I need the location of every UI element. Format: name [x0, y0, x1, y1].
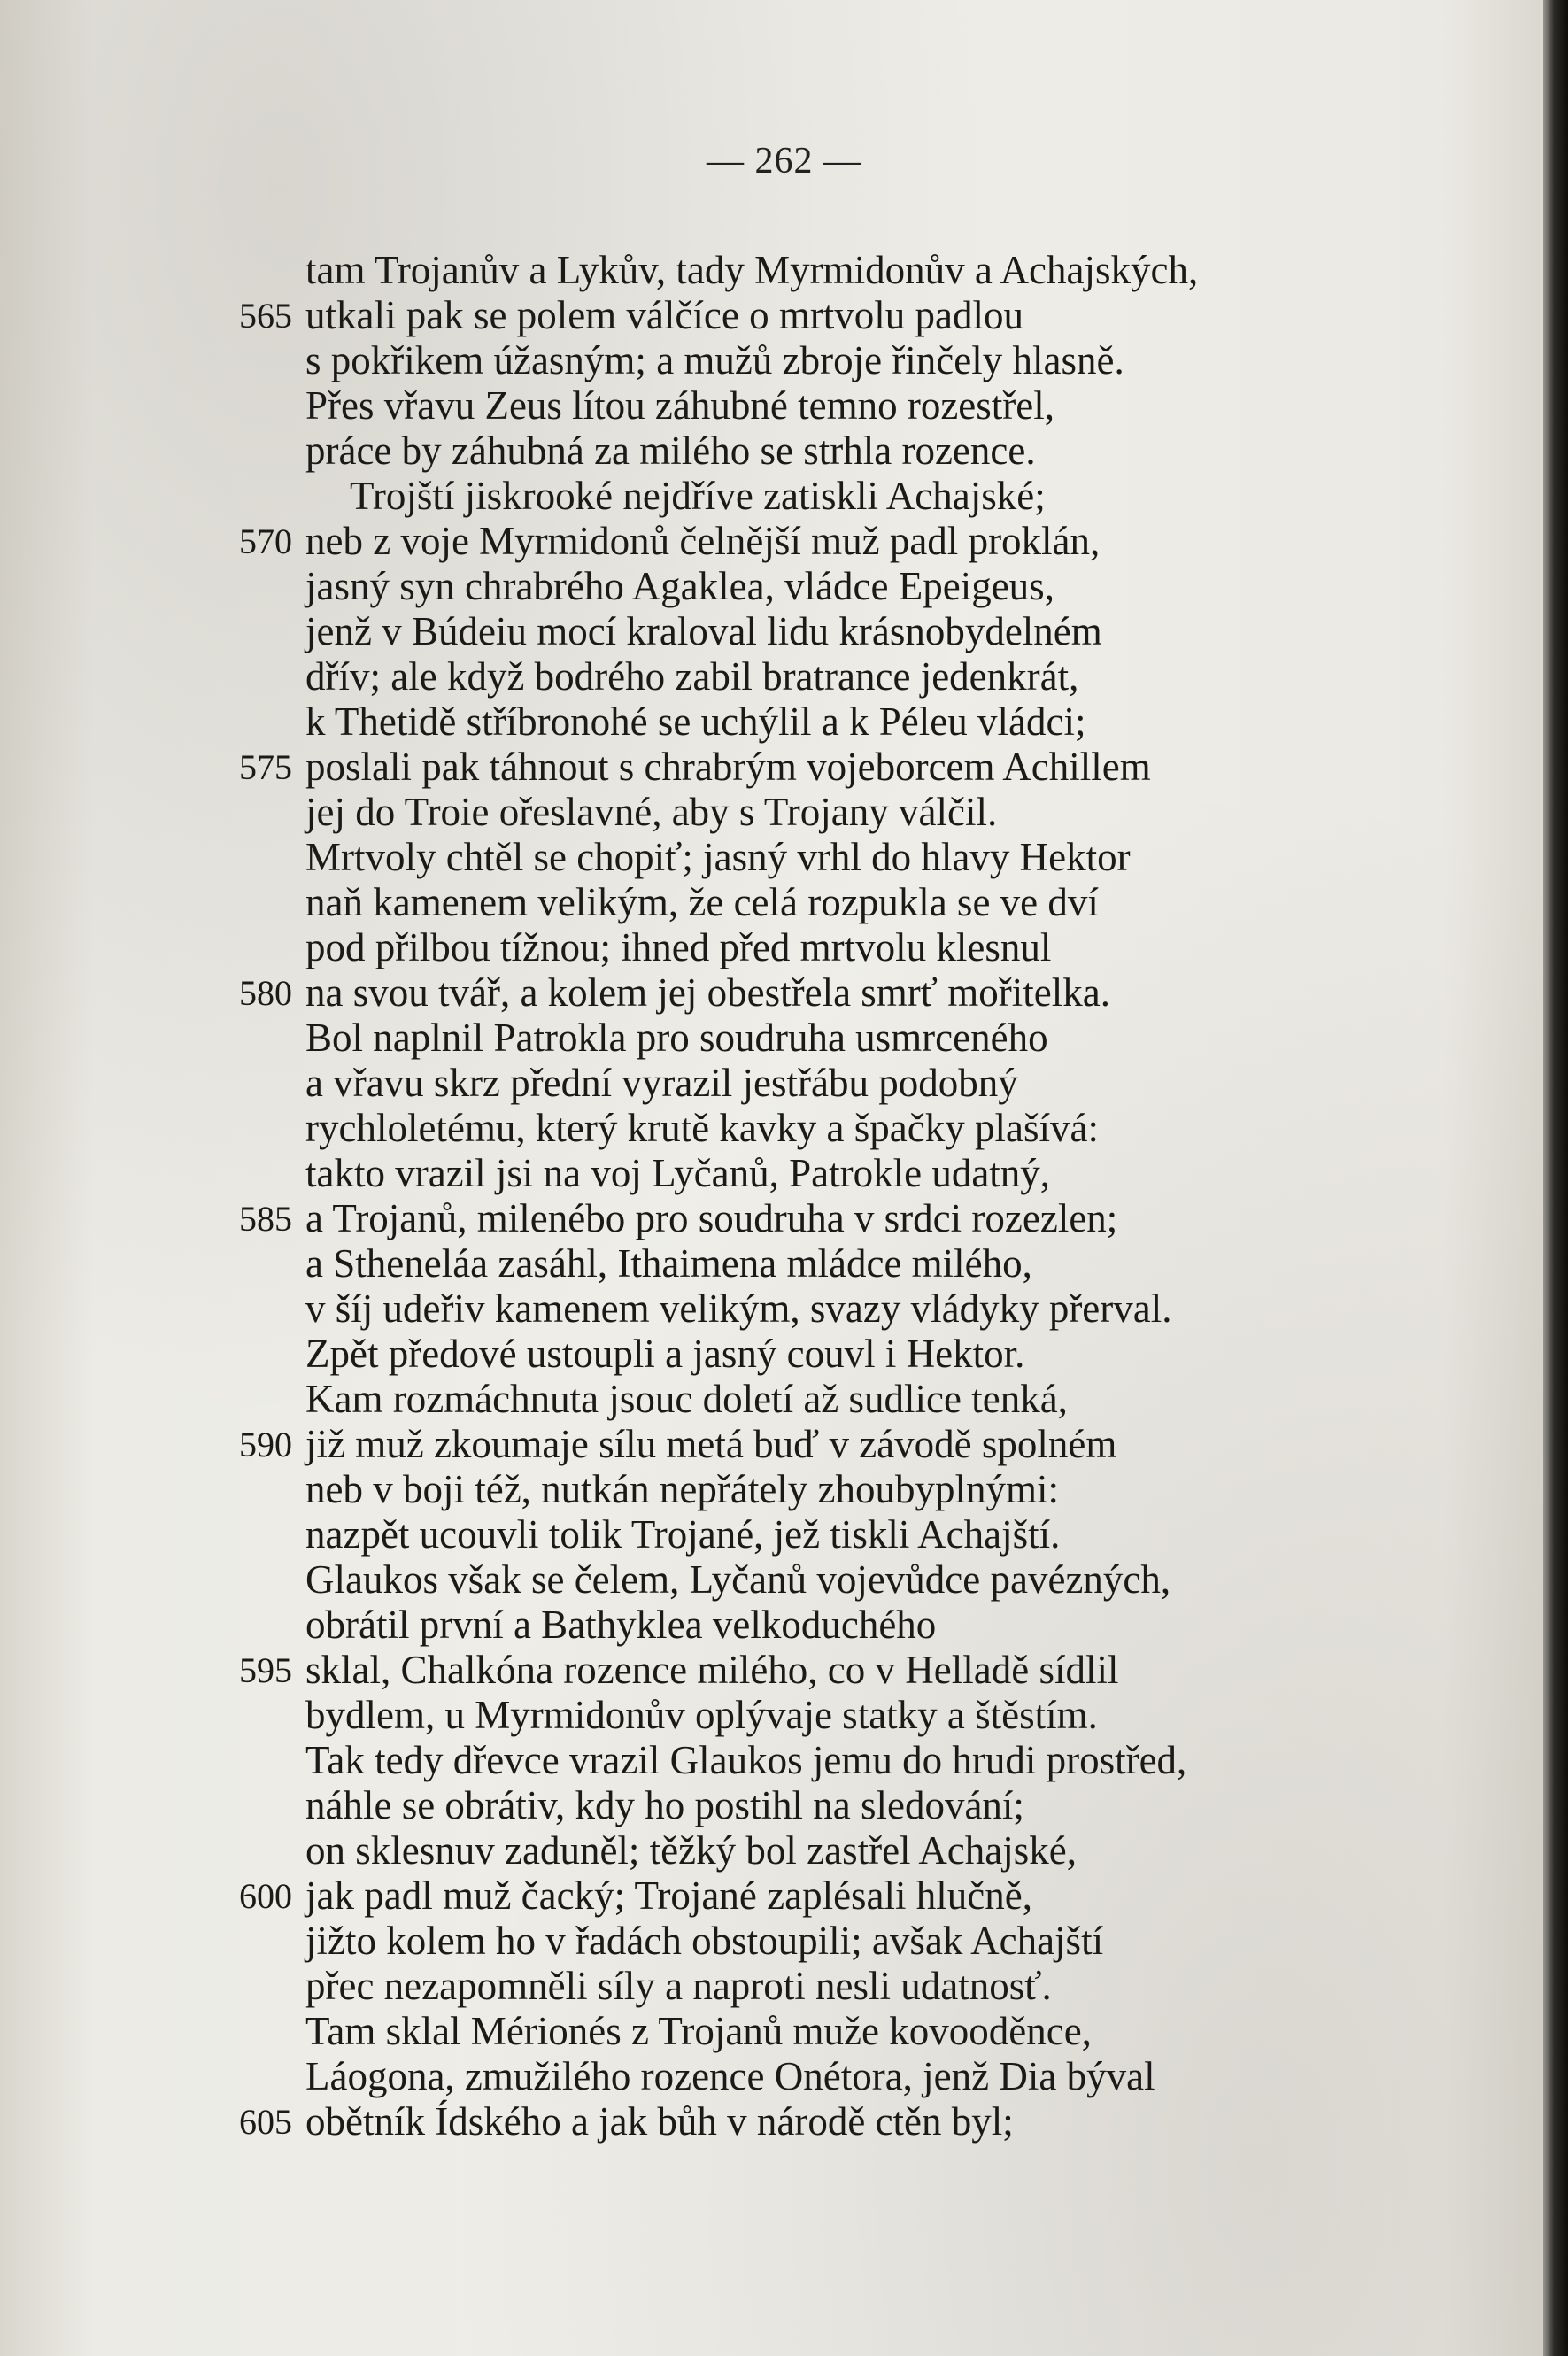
verse-line	[0, 2054, 1568, 2099]
verse-line	[0, 1106, 1568, 1151]
verse-text: bydlem, u Myrmidonův oplývaje statky a štěstím.	[305, 1693, 1098, 1737]
verse-text: Kam rozmáchnuta jsouc doletí až sudlice tenká,	[305, 1377, 1068, 1421]
verse-line	[0, 429, 1568, 474]
verse-text: neb v boji též, nutkán nepřátely zhoubyplnými:	[305, 1467, 1060, 1511]
verse-line	[0, 1603, 1568, 1648]
verse-text: jižto kolem ho v řadách obstoupili; avšak Achajští	[305, 1919, 1104, 1963]
verse-line	[0, 1377, 1568, 1422]
verse-line	[0, 1467, 1568, 1512]
verse-text: jej do Troie ořeslavné, aby s Trojany válčil.	[305, 790, 998, 834]
verse-line	[0, 609, 1568, 654]
verse-line	[0, 564, 1568, 609]
verse-text: práce by záhubná za milého se strhla rozence.	[305, 429, 1036, 473]
verse-text: neb z voje Myrmidonů čelnější muž padl proklán,	[305, 519, 1101, 563]
page-number: — 262 —	[707, 141, 861, 182]
verse-text: Tam sklal Mérionés z Trojanů muže kovooděnce,	[305, 2009, 1092, 2053]
verse-line	[0, 790, 1568, 835]
line-number: 600	[239, 1876, 292, 1916]
verse-line	[0, 1648, 1568, 1693]
verse-block	[0, 248, 1568, 2144]
verse-line	[0, 1557, 1568, 1603]
verse-text: Přes vřavu Zeus lítou záhubné temno rozestřel,	[305, 383, 1054, 428]
line-number: 580	[239, 973, 292, 1013]
verse-text: obětník Ídského a jak bůh v národě ctěn byl;	[305, 2099, 1014, 2144]
verse-text: jak padl muž čacký; Trojané zaplésali hlučně,	[305, 1873, 1032, 1918]
verse-text: Mrtvoly chtěl se chopiť; jasný vrhl do hlavy Hektor	[305, 835, 1131, 879]
verse-text: v šíj udeřiv kamenem velikým, svazy vládyky přerval.	[305, 1286, 1172, 1331]
verse-text: utkali pak se polem válčíce o mrtvolu padlou	[305, 293, 1024, 337]
verse-text: takto vrazil jsi na voj Lyčanů, Patrokle udatný,	[305, 1151, 1051, 1195]
verse-line	[0, 293, 1568, 338]
verse-text: již muž zkoumaje sílu metá buď v závodě spolném	[305, 1422, 1117, 1466]
verse-line	[0, 880, 1568, 925]
verse-text: Glaukos však se čelem, Lyčanů vojevůdce pavézných,	[305, 1557, 1171, 1602]
verse-line	[0, 1151, 1568, 1196]
verse-text: rychloletému, který krutě kavky a špačky plašívá:	[305, 1106, 1099, 1150]
line-number: 595	[239, 1650, 292, 1690]
verse-line	[0, 338, 1568, 383]
verse-text: nazpět ucouvli tolik Trojané, jež tiskli Achajští.	[305, 1512, 1061, 1557]
line-number: 585	[239, 1199, 292, 1239]
verse-line	[0, 1061, 1568, 1106]
verse-text: s pokřikem úžasným; a mužů zbroje řinčely hlasně.	[305, 338, 1124, 382]
verse-line	[0, 925, 1568, 970]
verse-line	[0, 1241, 1568, 1286]
verse-text: obrátil první a Bathyklea velkoduchého	[305, 1603, 937, 1647]
verse-text: Tak tedy dřevce vrazil Glaukos jemu do hrudi prostřed,	[305, 1738, 1187, 1782]
verse-line	[0, 474, 1568, 519]
verse-line	[0, 1512, 1568, 1557]
verse-line	[0, 1693, 1568, 1738]
verse-line	[0, 1196, 1568, 1241]
verse-line	[0, 1016, 1568, 1061]
verse-line	[0, 1738, 1568, 1783]
verse-line	[0, 835, 1568, 880]
verse-line	[0, 248, 1568, 293]
verse-line	[0, 1783, 1568, 1828]
verse-text: přec nezapomněli síly a naproti nesli udatnosť.	[305, 1964, 1052, 2008]
verse-line	[0, 1422, 1568, 1467]
verse-text: k Thetidě stříbronohé se uchýlil a k Péleu vládci;	[305, 699, 1086, 744]
verse-text: dřív; ale když bodrého zabil bratrance jedenkrát,	[305, 654, 1079, 699]
verse-line	[0, 1332, 1568, 1377]
verse-text: náhle se obrátiv, kdy ho postihl na sledování;	[305, 1783, 1024, 1827]
verse-text: naň kamenem velikým, že celá rozpukla se ve dví	[305, 880, 1099, 924]
verse-line	[0, 970, 1568, 1016]
verse-text: sklal, Chalkóna rozence milého, co v Helladě sídlil	[305, 1648, 1119, 1692]
verse-text: na svou tvář, a kolem jej obestřela smrť mořitelka.	[305, 970, 1110, 1015]
verse-line	[0, 1873, 1568, 1919]
verse-text: a Stheneláa zasáhl, Ithaimena mládce milého,	[305, 1241, 1032, 1286]
line-number: 575	[239, 747, 292, 787]
verse-text: pod přilbou tížnou; ihned před mrtvolu klesnul	[305, 925, 1052, 969]
verse-text: Trojští jiskrooké nejdříve zatiskli Achajské;	[350, 474, 1046, 518]
verse-text: Bol naplnil Patrokla pro soudruha usmrceného	[305, 1016, 1048, 1060]
verse-text: a vřavu skrz přední vyrazil jestřábu podobný	[305, 1061, 1018, 1105]
line-number: 565	[239, 296, 292, 336]
verse-text: tam Trojanův a Lykův, tady Myrmidonův a Achajských,	[305, 248, 1199, 292]
verse-line	[0, 1828, 1568, 1873]
verse-line	[0, 654, 1568, 699]
verse-line	[0, 383, 1568, 429]
verse-text: on sklesnuv zaduněl; těžký bol zastřel Achajské,	[305, 1828, 1077, 1873]
line-number: 570	[239, 521, 292, 561]
verse-line	[0, 1286, 1568, 1332]
verse-text: jasný syn chrabrého Agaklea, vládce Epeigeus,	[305, 564, 1054, 608]
verse-text: Láogona, zmužilého rozence Onétora, jenž Dia býval	[305, 2054, 1155, 2098]
verse-text: jenž v Búdeiu mocí kraloval lidu krásnobydelném	[305, 609, 1102, 653]
line-number: 590	[239, 1425, 292, 1464]
verse-line	[0, 745, 1568, 790]
line-number: 605	[239, 2102, 292, 2142]
verse-line	[0, 699, 1568, 745]
verse-text: poslali pak táhnout s chrabrým vojeborcem Achillem	[305, 745, 1151, 789]
verse-text: Zpět předové ustoupli a jasný couvl i Hektor.	[305, 1332, 1025, 1376]
verse-line	[0, 519, 1568, 564]
verse-line	[0, 2009, 1568, 2054]
verse-line	[0, 1919, 1568, 1964]
verse-line	[0, 1964, 1568, 2009]
verse-line	[0, 2099, 1568, 2144]
verse-text: a Trojanů, milenébo pro soudruha v srdci rozezlen;	[305, 1196, 1118, 1240]
